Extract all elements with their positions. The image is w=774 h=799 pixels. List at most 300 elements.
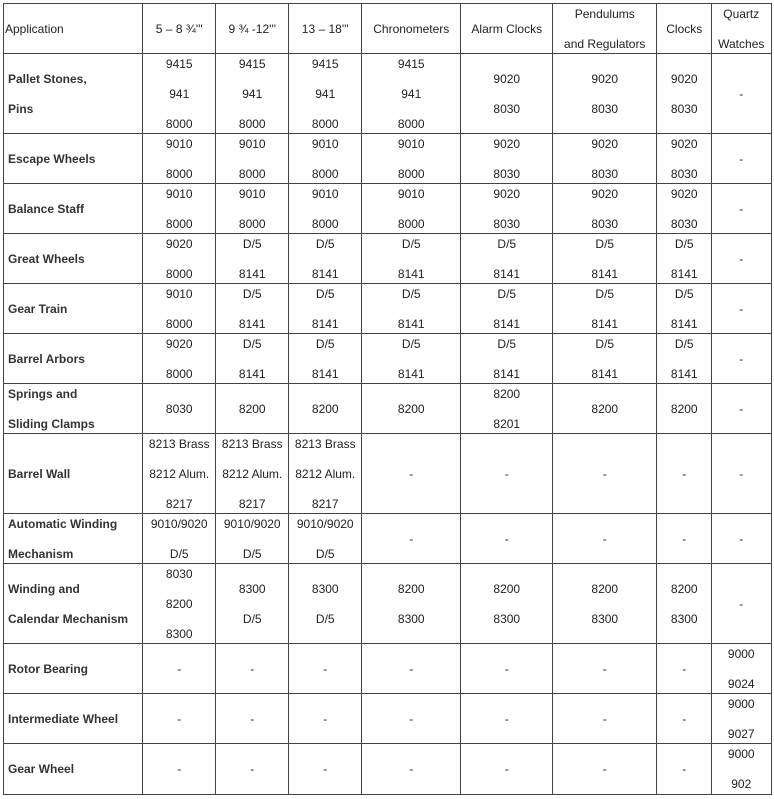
cell-value: 9010: [397, 187, 425, 201]
cell-value: -: [739, 467, 744, 481]
header-cell: [3, 3, 144, 55]
table-cell: [215, 133, 290, 185]
row-label-cell: [3, 433, 144, 515]
cell-value: 8212 Alum.: [222, 467, 283, 481]
table-cell: [215, 693, 290, 745]
header-text: Clocks: [666, 22, 703, 36]
cell-value: D/5: [595, 337, 615, 351]
cell-value: 8000: [165, 367, 193, 381]
header-cell: [711, 3, 772, 55]
cell-value: 8141: [493, 267, 521, 281]
row-label-cell: [3, 643, 144, 695]
row-label-cell: [3, 53, 144, 135]
cell-value: -: [409, 467, 414, 481]
table-cell: [361, 133, 462, 185]
table-cell: [288, 693, 363, 745]
table-cell: [142, 433, 217, 515]
table-cell: [711, 183, 772, 235]
row-label-text: Calendar Mechanism: [8, 612, 129, 626]
cell-value: D/5: [497, 287, 517, 301]
cell-value: 8141: [493, 317, 521, 331]
cell-value: -: [323, 712, 328, 726]
cell-value: 941: [315, 87, 336, 101]
cell-value: 9020: [591, 72, 619, 86]
cell-value: -: [177, 762, 182, 776]
cell-value: 9020: [670, 72, 698, 86]
header-text: 9 ¾ -12''': [228, 22, 277, 36]
cell-value: -: [409, 532, 414, 546]
cell-value: 8212 Alum.: [295, 467, 356, 481]
table-cell: [460, 283, 554, 335]
cell-value: -: [682, 532, 687, 546]
table-cell: [361, 283, 462, 335]
table-cell: [460, 333, 554, 385]
cell-value: 8300: [238, 582, 266, 596]
cell-value: 8200: [397, 402, 425, 416]
table-cell: [552, 743, 658, 795]
header-text: Alarm Clocks: [471, 22, 543, 36]
cell-value: -: [739, 202, 744, 216]
cell-value: -: [250, 762, 255, 776]
table-cell: [460, 643, 554, 695]
cell-value: -: [250, 662, 255, 676]
row-label-text: Barrel Arbors: [8, 352, 85, 366]
cell-value: 8000: [238, 117, 266, 131]
cell-value: 8030: [591, 167, 619, 181]
cell-value: 8200: [493, 582, 521, 596]
row-label-cell: [3, 333, 144, 385]
cell-value: -: [739, 402, 744, 416]
cell-value: 8200: [238, 402, 266, 416]
row-label-text: Great Wheels: [8, 252, 85, 266]
cell-value: -: [682, 762, 687, 776]
table-cell: [288, 383, 363, 435]
cell-value: 9010: [311, 137, 339, 151]
cell-value: 8030: [670, 217, 698, 231]
cell-value: 9415: [397, 57, 425, 71]
cell-value: 8141: [238, 317, 266, 331]
table-cell: [552, 383, 658, 435]
cell-value: 9010: [238, 187, 266, 201]
table-cell: [288, 743, 363, 795]
table-cell: [711, 743, 772, 795]
table-cell: [552, 53, 658, 135]
cell-value: -: [739, 352, 744, 366]
row-label-text: Gear Wheel: [8, 762, 75, 776]
cell-value: 9020: [493, 72, 521, 86]
cell-value: 8000: [311, 217, 339, 231]
table-cell: [288, 513, 363, 565]
header-text: Quartz: [723, 7, 760, 21]
cell-value: 9010: [397, 137, 425, 151]
table-cell: [361, 743, 462, 795]
cell-value: 8300: [165, 627, 193, 641]
cell-value: -: [682, 467, 687, 481]
cell-value: 8141: [591, 367, 619, 381]
cell-value: 8030: [165, 567, 193, 581]
table-cell: [361, 333, 462, 385]
cell-value: -: [739, 152, 744, 166]
cell-value: D/5: [674, 337, 694, 351]
row-label-cell: [3, 513, 144, 565]
table-cell: [711, 383, 772, 435]
cell-value: -: [602, 762, 607, 776]
cell-value: 8213 Brass: [221, 437, 283, 451]
cell-value: 9010: [238, 137, 266, 151]
cell-value: 8200: [591, 582, 619, 596]
cell-value: D/5: [315, 547, 335, 561]
table-cell: [288, 643, 363, 695]
cell-value: D/5: [401, 287, 421, 301]
cell-value: 8030: [493, 217, 521, 231]
cell-value: D/5: [315, 287, 335, 301]
cell-value: 8213 Brass: [294, 437, 356, 451]
cell-value: 8030: [493, 102, 521, 116]
row-label-text: Sliding Clamps: [8, 417, 95, 431]
cell-value: -: [504, 762, 509, 776]
table-cell: [656, 433, 713, 515]
row-label-cell: [3, 743, 144, 795]
table-cell: [361, 433, 462, 515]
table-cell: [460, 383, 554, 435]
table-cell: [215, 333, 290, 385]
cell-value: 9415: [165, 57, 193, 71]
table-cell: [460, 563, 554, 645]
header-text: Watches: [718, 37, 765, 51]
cell-value: 9024: [727, 677, 755, 691]
table-cell: [552, 643, 658, 695]
table-cell: [460, 133, 554, 185]
cell-value: 8200: [311, 402, 339, 416]
table-cell: [552, 513, 658, 565]
cell-value: 9010/9020: [223, 517, 281, 531]
cell-value: 8200: [397, 582, 425, 596]
table-cell: [288, 333, 363, 385]
cell-value: 9415: [238, 57, 266, 71]
table-cell: [215, 743, 290, 795]
table-cell: [215, 643, 290, 695]
table-cell: [361, 183, 462, 235]
table-cell: [215, 383, 290, 435]
cell-value: 8141: [493, 367, 521, 381]
row-label-cell: [3, 233, 144, 285]
cell-value: 941: [242, 87, 263, 101]
table-cell: [552, 333, 658, 385]
cell-value: 8000: [165, 167, 193, 181]
table-cell: [656, 333, 713, 385]
cell-value: 8141: [238, 367, 266, 381]
cell-value: D/5: [169, 547, 189, 561]
cell-value: 9010: [165, 137, 193, 151]
cell-value: 9020: [493, 187, 521, 201]
table-cell: [552, 283, 658, 335]
cell-value: -: [602, 662, 607, 676]
table-cell: [361, 53, 462, 135]
row-label-text: Gear Train: [8, 302, 68, 316]
table-cell: [142, 183, 217, 235]
cell-value: 8141: [311, 367, 339, 381]
cell-value: -: [409, 662, 414, 676]
cell-value: 8030: [591, 217, 619, 231]
cell-value: 9027: [727, 727, 755, 741]
table-cell: [460, 53, 554, 135]
table-cell: [552, 563, 658, 645]
table-cell: [656, 513, 713, 565]
cell-value: 8141: [238, 267, 266, 281]
cell-value: 8030: [493, 167, 521, 181]
table-cell: [656, 743, 713, 795]
cell-value: 8141: [670, 317, 698, 331]
cell-value: -: [504, 532, 509, 546]
table-cell: [711, 643, 772, 695]
table-cell: [142, 743, 217, 795]
cell-value: -: [504, 662, 509, 676]
cell-value: -: [739, 252, 744, 266]
cell-value: 8300: [493, 612, 521, 626]
cell-value: 941: [401, 87, 422, 101]
table-cell: [361, 563, 462, 645]
cell-value: 8000: [397, 167, 425, 181]
table-cell: [656, 693, 713, 745]
row-label-cell: [3, 133, 144, 185]
cell-value: D/5: [242, 237, 262, 251]
table-cell: [361, 233, 462, 285]
table-cell: [711, 53, 772, 135]
table-cell: [288, 283, 363, 335]
cell-value: -: [602, 532, 607, 546]
cell-value: 8000: [165, 267, 193, 281]
cell-value: D/5: [242, 547, 262, 561]
cell-value: 9020: [165, 237, 193, 251]
cell-value: 8000: [397, 117, 425, 131]
cell-value: 8000: [311, 167, 339, 181]
cell-value: -: [409, 712, 414, 726]
table-cell: [656, 283, 713, 335]
cell-value: D/5: [315, 237, 335, 251]
cell-value: 8141: [397, 267, 425, 281]
row-label-text: Pallet Stones,: [8, 72, 87, 86]
cell-value: -: [682, 662, 687, 676]
cell-value: -: [739, 532, 744, 546]
table-cell: [711, 433, 772, 515]
table-cell: [142, 333, 217, 385]
cell-value: -: [504, 467, 509, 481]
table-cell: [460, 693, 554, 745]
cell-value: -: [739, 597, 744, 611]
cell-value: -: [177, 712, 182, 726]
cell-value: 8000: [165, 117, 193, 131]
cell-value: 9020: [670, 137, 698, 151]
cell-value: D/5: [242, 287, 262, 301]
cell-value: -: [250, 712, 255, 726]
table-cell: [711, 333, 772, 385]
table-cell: [711, 513, 772, 565]
cell-value: 9020: [591, 187, 619, 201]
table-cell: [288, 233, 363, 285]
cell-value: 9020: [670, 187, 698, 201]
table-cell: [361, 383, 462, 435]
table-cell: [142, 513, 217, 565]
cell-value: D/5: [595, 287, 615, 301]
cell-value: 8200: [670, 402, 698, 416]
table-cell: [215, 233, 290, 285]
cell-value: D/5: [242, 337, 262, 351]
header-cell: [215, 3, 290, 55]
table-cell: [656, 53, 713, 135]
table-cell: [656, 383, 713, 435]
row-label-cell: [3, 383, 144, 435]
cell-value: -: [504, 712, 509, 726]
table-cell: [460, 233, 554, 285]
row-label-text: Springs and: [8, 387, 78, 401]
cell-value: 902: [731, 777, 752, 791]
cell-value: 8300: [311, 582, 339, 596]
cell-value: D/5: [401, 337, 421, 351]
cell-value: 9010/9020: [296, 517, 354, 531]
table-cell: [142, 233, 217, 285]
table-cell: [460, 433, 554, 515]
table-cell: [142, 693, 217, 745]
cell-value: -: [409, 762, 414, 776]
table-cell: [361, 513, 462, 565]
cell-value: 8030: [670, 102, 698, 116]
table-cell: [142, 643, 217, 695]
row-label-text: Balance Staff: [8, 202, 85, 216]
cell-value: 8200: [165, 597, 193, 611]
cell-value: 9010/9020: [150, 517, 208, 531]
header-cell: [460, 3, 554, 55]
cell-value: D/5: [497, 337, 517, 351]
cell-value: 8030: [591, 102, 619, 116]
table-cell: [711, 693, 772, 745]
cell-value: 9000: [727, 647, 755, 661]
row-label-text: Automatic Winding: [8, 517, 118, 531]
table-cell: [711, 133, 772, 185]
cell-value: -: [323, 662, 328, 676]
cell-value: 8000: [165, 317, 193, 331]
row-label-cell: [3, 563, 144, 645]
cell-value: 8217: [165, 497, 193, 511]
header-cell: [142, 3, 217, 55]
table-cell: [215, 563, 290, 645]
cell-value: 8300: [397, 612, 425, 626]
cell-value: 8141: [397, 317, 425, 331]
table-cell: [656, 643, 713, 695]
cell-value: -: [739, 302, 744, 316]
cell-value: D/5: [674, 287, 694, 301]
table-cell: [552, 693, 658, 745]
cell-value: 8300: [670, 612, 698, 626]
row-label-cell: [3, 183, 144, 235]
cell-value: 8000: [238, 167, 266, 181]
table-cell: [142, 283, 217, 335]
cell-value: 8217: [311, 497, 339, 511]
table-cell: [656, 563, 713, 645]
cell-value: 9010: [165, 187, 193, 201]
cell-value: 8030: [670, 167, 698, 181]
header-cell: [656, 3, 713, 55]
row-label-text: Rotor Bearing: [8, 662, 89, 676]
table-cell: [656, 183, 713, 235]
cell-value: 8200: [670, 582, 698, 596]
cell-value: 8201: [493, 417, 521, 431]
table-cell: [215, 283, 290, 335]
cell-value: 9415: [311, 57, 339, 71]
table-cell: [552, 183, 658, 235]
cell-value: 9000: [727, 697, 755, 711]
table-cell: [288, 133, 363, 185]
table-cell: [142, 53, 217, 135]
header-cell: [361, 3, 462, 55]
table-cell: [142, 133, 217, 185]
cell-value: 8213 Brass: [148, 437, 210, 451]
cell-value: D/5: [674, 237, 694, 251]
table-cell: [215, 433, 290, 515]
cell-value: D/5: [497, 237, 517, 251]
cell-value: 8141: [591, 317, 619, 331]
cell-value: 9020: [493, 137, 521, 151]
row-label-text: Escape Wheels: [8, 152, 96, 166]
row-label-cell: [3, 283, 144, 335]
header-text: Pendulums: [574, 7, 635, 21]
table-cell: [552, 133, 658, 185]
cell-value: 9000: [727, 747, 755, 761]
table-cell: [215, 183, 290, 235]
cell-value: 8000: [238, 217, 266, 231]
cell-value: 941: [169, 87, 190, 101]
header-text: 13 – 18''': [301, 22, 349, 36]
table-cell: [656, 233, 713, 285]
table-cell: [552, 433, 658, 515]
cell-value: D/5: [401, 237, 421, 251]
table-cell: [142, 563, 217, 645]
row-label-text: Barrel Wall: [8, 467, 71, 481]
header-text: Application: [5, 22, 64, 36]
cell-value: 8141: [311, 267, 339, 281]
table-cell: [288, 183, 363, 235]
header-text: 5 – 8 ¾''': [155, 22, 203, 36]
cell-value: 8141: [311, 317, 339, 331]
table-cell: [656, 133, 713, 185]
cell-value: 8000: [311, 117, 339, 131]
table-cell: [460, 183, 554, 235]
table-cell: [288, 53, 363, 135]
table-cell: [142, 383, 217, 435]
cell-value: 8141: [670, 267, 698, 281]
table-cell: [288, 433, 363, 515]
cell-value: 8141: [397, 367, 425, 381]
cell-value: 9010: [311, 187, 339, 201]
cell-value: 9020: [165, 337, 193, 351]
table-cell: [460, 513, 554, 565]
cell-value: D/5: [315, 612, 335, 626]
cell-value: 8200: [591, 402, 619, 416]
cell-value: -: [177, 662, 182, 676]
cell-value: -: [602, 712, 607, 726]
cell-value: 8141: [670, 367, 698, 381]
cell-value: 8030: [165, 402, 193, 416]
cell-value: 9010: [165, 287, 193, 301]
cell-value: 8200: [493, 387, 521, 401]
row-label-text: Intermediate Wheel: [8, 712, 119, 726]
cell-value: 8300: [591, 612, 619, 626]
cell-value: D/5: [595, 237, 615, 251]
row-label-text: Winding and: [8, 582, 80, 596]
cell-value: D/5: [242, 612, 262, 626]
table-cell: [711, 233, 772, 285]
cell-value: 8212 Alum.: [149, 467, 210, 481]
table-cell: [552, 233, 658, 285]
